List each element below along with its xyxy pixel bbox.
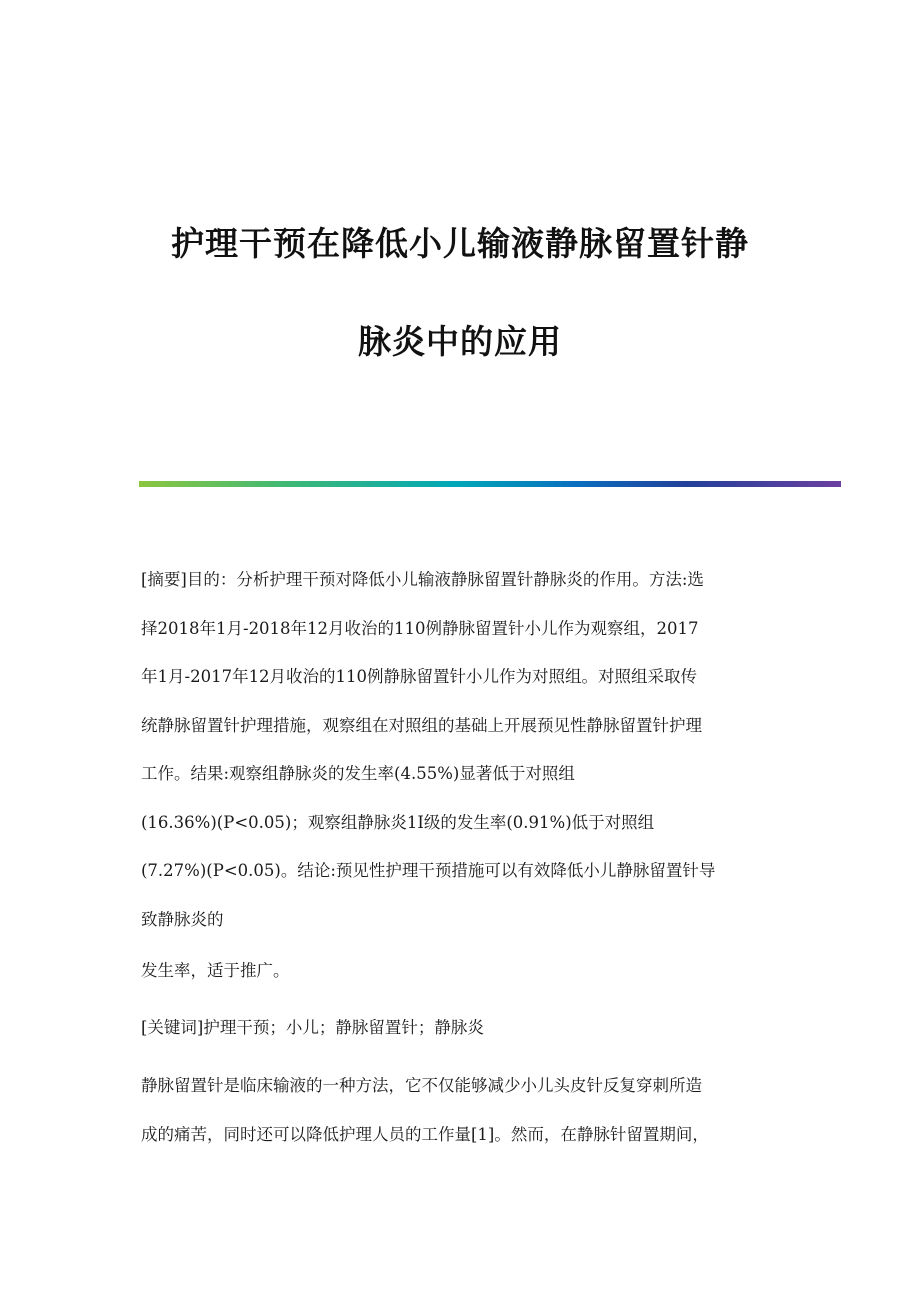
abstract-continuation-line: 发生率，适于推广。 — [141, 961, 290, 980]
abstract-line-6: (16.36%)(P<0.05)；观察组静脉炎1I级的发生率(0.91%)低于对照组 — [141, 812, 655, 832]
body-line-1: 静脉留置针是临床输液的一种方法，它不仅能够减少小儿头皮针反复穿刺所造 — [141, 1076, 702, 1095]
abstract-continuation — [141, 947, 290, 996]
keywords-text: [关键词]护理干预；小儿；静脉留置针；静脉炎 — [141, 1018, 484, 1037]
body-line-2: 成的痛苦，同时还可以降低护理人员的工作量[1]。然而，在静脉针留置期间， — [141, 1124, 709, 1144]
document-title-line-2: 脉炎中的应用 — [358, 322, 562, 361]
abstract-line-5: 工作。结果:观察组静脉炎的发生率(4.55%)显著低于对照组 — [141, 764, 575, 783]
body-paragraph — [141, 1062, 709, 1159]
keywords-line — [141, 1004, 484, 1053]
abstract-paragraph — [141, 556, 715, 944]
abstract-line-3: 年1月-2017年12月收治的110例静脉留置针小儿作为对照组。对照组采取传 — [141, 667, 698, 686]
abstract-line-8: 致静脉炎的 — [141, 909, 224, 929]
document-title-line-1: 护理干预在降低小儿输液静脉留置针静 — [171, 224, 749, 263]
abstract-line-7: (7.27%)(P<0.05)。结论:预见性护理干预措施可以有效降低小儿静脉留置针导 — [141, 861, 716, 880]
abstract-line-4: 统静脉留置针护理措施，观察组在对照组的基础上开展预见性静脉留置针护理 — [141, 715, 702, 735]
abstract-line-1: [摘要]目的：分析护理干预对降低小儿输液静脉留置针静脉炎的作用。方法:选 — [141, 570, 704, 589]
gradient-divider — [139, 481, 841, 487]
abstract-line-2: 择2018年1月-2018年12月收治的110例静脉留置针小儿作为观察组，2017 — [141, 618, 699, 638]
